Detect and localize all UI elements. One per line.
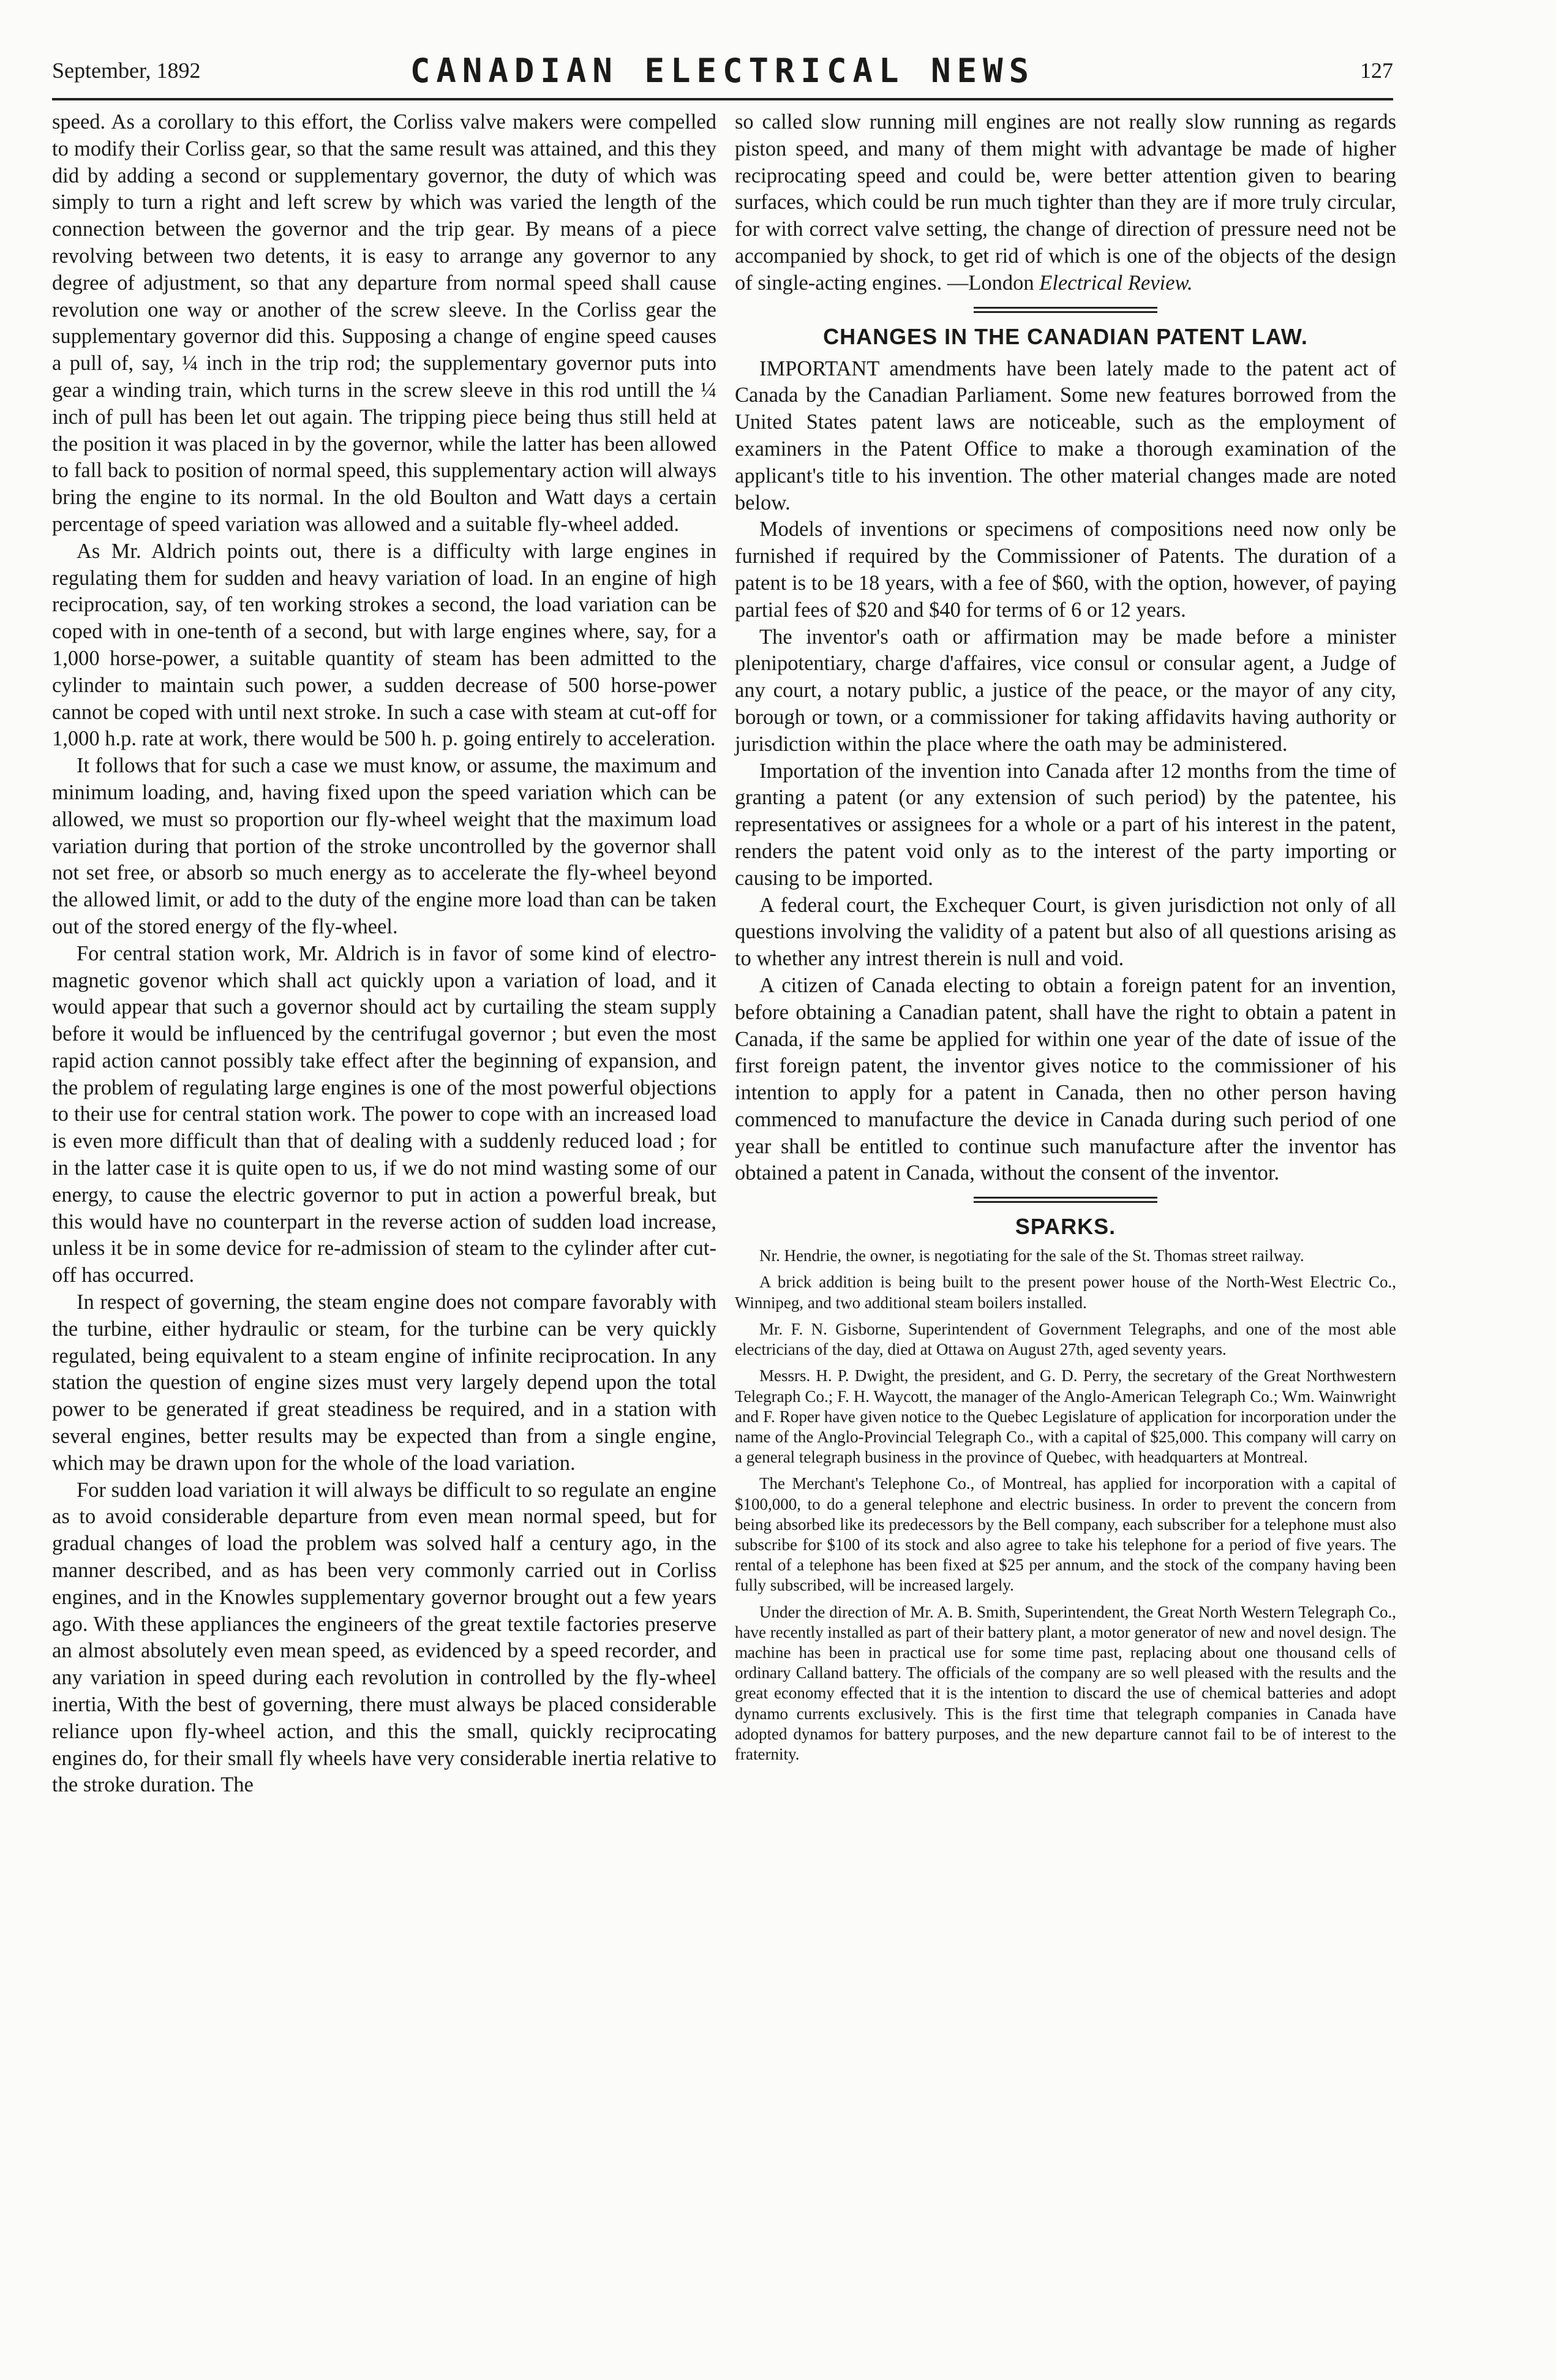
sparks-list: [735, 1246, 1396, 1764]
paragraph: A citizen of Canada electing to obtain a foreign patent for an invention, before obtaining a Canadian patent, shall have the right to obtain a patent in Canada, if the same be applied for within one year of the date of issue of the first foreign patent, the inventor gives notice to the commissioner of his intention to apply for a patent in Canada, then no other person having commenced to manufacture the device in Canada during such period of one year shall be entitled to continue such manufacture after the inventor has obtained a patent in Canada, without the consent of the inventor.: [735, 973, 1396, 1185]
journal-title: CANADIAN ELECTRICAL NEWS: [410, 51, 1035, 90]
source-prefix: —London: [947, 271, 1034, 295]
news-item: Mr. F. N. Gisborne, Superintendent of Government Telegraphs, and one of the most able electricians of the day, died at Ottawa on August 27th, aged seventy years.: [735, 1319, 1396, 1359]
section-divider: [974, 307, 1157, 313]
paragraph: A federal court, the Exchequer Court, is given jurisdiction not only of all questions involving the validity of a patent but also of all questions arising as to whether any intrest therein is null and void.: [735, 893, 1396, 971]
paragraph: The inventor's oath or affirmation may be made before a minister plenipotentiary, charge d'affaires, vice consul or consular agent, a Judge of any court, a notary public, a justice of the peace, or the mayor of any city, borough or town, or a commissioner for taking affidavits having authority or jurisdiction within the place where the oath may be administered.: [735, 625, 1396, 756]
source-journal: Electrical Review.: [1039, 271, 1193, 295]
header-rule: [52, 98, 1393, 100]
page-number: 127: [1360, 58, 1393, 83]
patent-section-title: CHANGES IN THE CANADIAN PATENT LAW.: [823, 323, 1308, 349]
news-item: Nr. Hendrie, the owner, is negotiating for the sale of the St. Thomas street railway.: [759, 1246, 1304, 1265]
page-header: [52, 51, 1393, 100]
left-column: [52, 109, 716, 1799]
paragraph: It follows that for such a case we must know, or assume, the maximum and minimum loading, and, having fixed upon the speed variation which can be allowed, we must so proportion our fly-wheel weight that the maximum load variation during that portion of the stroke uncontrolled by the governor shall not set free, or absorb so much energy as to accelerate the fly-wheel beyond the allowed limit, or add to the duty of the engine more load than can be taken out of the stored energy of the fly-wheel.: [52, 754, 716, 938]
article-continuation: [735, 109, 1396, 297]
section-divider: [974, 1197, 1157, 1203]
news-item: The Merchant's Telephone Co., of Montreal, has applied for incorporation with a capital of $100,000, to do a general telephone and electric business. In order to prevent the concern from being absorbed like its predecessors by the Bell company, each subscriber for a telephone must also subscribe for $100 of its stock and also agree to take his telephone for a period of five years. The rental of a telephone has been fixed at $25 per annum, and the stock of the company having been fully subscribed, will be increased largely.: [735, 1474, 1396, 1595]
news-item: Under the direction of Mr. A. B. Smith, Superintendent, the Great North Western Telegraph Co., have recently installed as part of their battery plant, a motor generator of new and novel design. The machine has been in practical use for some time past, replacing about one thousand cells of ordinary Calland battery. The officials of the company are so well pleased with the results and the great economy effected that it is the intention to discard the use of chemical batteries and adopt dynamo currents exclusively. This is the first time that telegraph companies in Canada have adopted dynamos for battery purposes, and the new departure cannot fail to be of interest to the fraternity.: [735, 1602, 1396, 1763]
paragraph: In respect of governing, the steam engine does not compare favorably with the turbine, either hydraulic or steam, for the turbine can be very quickly regulated, being equivalent to a steam engine of infinite reciprocation. In any station the question of engine sizes must very largely depend upon the total power to be generated if great steadiness be required, and in a station with several engines, better results may be expected than from a single engine, which may be drawn upon for the whole of the load variation.: [52, 1290, 716, 1475]
paragraph: For sudden load variation it will always be difficult to so regulate an engine as to avoid considerable departure from even mean normal speed, but for gradual changes of load the problem was solved half a century ago, in the manner described, and as has been very commonly carried out in Corliss engines, and in the Knowles supplementary governor brought out a few years ago. With these appliances the engineers of the great textile factories preserve an almost absolutely even mean speed, as evidenced by a speed recorder, and any variation in speed during each revolution in controlled by the fly-wheel inertia, With the best of governing, there must always be placed considerable reliance upon fly-wheel action, and this the small, quickly reciprocating engines do, for their small fly wheels have very considerable inertia relative to the stroke duration. The: [52, 1478, 716, 1797]
paragraph: Models of inventions or specimens of compositions need now only be furnished if required by the Commissioner of Patents. The duration of a patent is to be 18 years, with a fee of $60, with the option, however, of paying partial fees of $20 and $40 for terms of 6 or 12 years.: [735, 518, 1396, 622]
paragraph: IMPORTANT amendments have been lately made to the patent act of Canada by the Canadian Parliament. Some new features borrowed from the United States patent laws are noticeable, such as the employment of examiners in the Patent Office to make a thorough examination of the applicant's title to his invention. The other material changes made are noted below.: [735, 356, 1396, 514]
paragraph: Importation of the invention into Canada after 12 months from the time of granting a patent (or any extension of such period) by the patentee, his representatives or assignees for a whole or a part of his interest in the patent, renders the patent void only as to the interest of the party importing or causing to be imported.: [735, 759, 1396, 890]
paragraph: speed. As a corollary to this effort, the Corliss valve makers were compelled to modify their Corliss gear, so that the same result was attained, and this they did by adding a second or supplementary governor, the duty of which was simply to turn a right and left screw by which was varied the length of the connection between the governor and the trip gear. By means of a piece revolving between two detents, it is easy to arrange any governor to any degree of adjustment, so that any departure from normal speed shall cause revolution one way or another of the screw sleeve. In the Corliss gear the supplementary governor did this. Supposing a change of engine speed causes a pull of, say, ¼ inch in the trip rod; the supplementary governor puts into gear a winding train, which turns in the screw sleeve in this rod untill the ¼ inch of pull has been let out again. The tripping piece being thus still held at the position it was placed in by the governor, while the latter has been allowed to fall back to position of normal speed, this supplementary action will always bring the engine to its normal. In the old Boulton and Watt days a certain percentage of speed variation was allowed and a suitable fly-wheel added.: [52, 110, 716, 536]
issue-date: September, 1892: [52, 58, 201, 83]
news-item: Messrs. H. P. Dwight, the president, and G. D. Perry, the secretary of the Great Northwestern Telegraph Co.; F. H. Waycott, the manager of the Anglo-American Telegraph Co.; Wm. Wainwright and F. Roper have given notice to the Quebec Legislature of application for incorporation under the name of the Anglo-Provincial Telegraph Co., with a capital of $25,000. This company will carry on a general telegraph business in the province of Quebec, with headquarters at Montreal.: [735, 1366, 1396, 1467]
continuation-text: so called slow running mill engines are not really slow running as regards piston speed, and many of them might with advantage be made of higher reciprocating speed and could be, were better attention given to bearing surfaces, which could be run much tighter than they are if more truly circular, for with correct valve setting, the change of direction of pressure need not be accompanied by shock, to get rid of which is one of the objects of the design of single-acting engines.: [735, 110, 1396, 295]
paragraph: For central station work, Mr. Aldrich is in favor of some kind of electro-magnetic govenor which shall act quickly upon a variation of load, and it would appear that such a governor should act by curtailing the steam supply before it would be influenced by the centrifugal governor ; but even the most rapid action cannot possibly take effect after the beginning of expansion, and the problem of regulating large engines is one of the most powerful objections to their use for central station work. The power to cope with an increased load is even more difficult than that of dealing with a suddenly reduced load ; for in the latter case it is quite open to us, if we do not mind wasting some of our energy, to cause the electric governor to put in action a powerful break, but this would have no counterpart in the reverse action of sudden load increase, unless it be in some device for re-admission of steam to the cylinder after cut-off has occurred.: [52, 941, 716, 1287]
news-item: A brick addition is being built to the present power house of the North-West Electric Co., Winnipeg, and two additional steam boilers installed.: [735, 1273, 1396, 1312]
right-column: [735, 109, 1396, 1764]
sparks-section-title: SPARKS.: [1015, 1214, 1116, 1240]
paragraph: As Mr. Aldrich points out, there is a difficulty with large engines in regulating them for sudden and heavy variation of load. In an engine of high reciprocation, say, of ten working strokes a second, the load variation can be coped with in one-tenth of a second, but with large engines where, say, for a 1,000 horse-power, a suitable quantity of steam has been admitted to the cylinder to maintain such power, a sudden decrease of 500 horse-power cannot be coped with until next stroke. In such a case with steam at cut-off for 1,000 h.p. rate at work, there would be 500 h. p. going entirely to acceleration.: [52, 539, 716, 751]
